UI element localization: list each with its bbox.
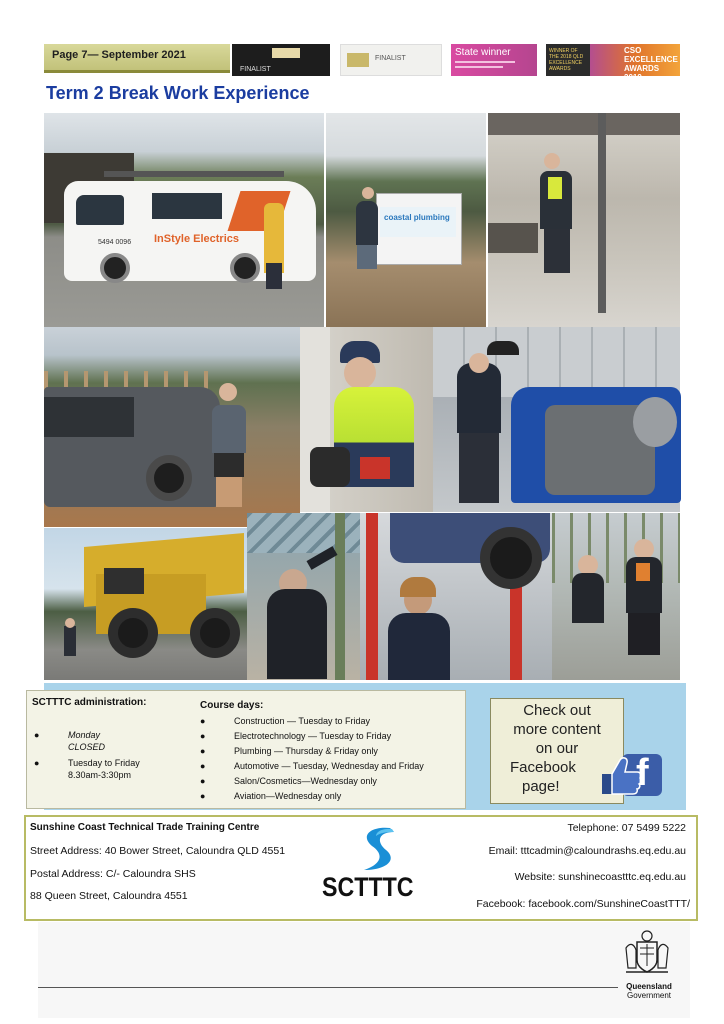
- facebook-callout-text: Check out more content on our Facebook page!: [510, 702, 601, 795]
- footer-divider: [38, 987, 618, 988]
- govt-line1: Queensland: [626, 982, 672, 991]
- photo-plumbing-van: coastal plumbing: [326, 113, 486, 327]
- bullet-icon: ●: [34, 730, 40, 740]
- courses-list: [200, 714, 462, 804]
- finalist-badge: FINALIST: [232, 44, 330, 76]
- bullet-icon: ●: [200, 776, 206, 786]
- photo-automotive-engine: [433, 327, 680, 512]
- org-name: Sunshine Coast Technical Trade Training Centre: [30, 822, 260, 833]
- photo-workshop-student: [488, 113, 680, 327]
- email-link[interactable]: Email: tttcadmin@caloundrashs.eq.edu.au: [488, 845, 686, 857]
- facebook-logo-letter: f: [636, 752, 649, 794]
- admin-heading: SCTTTC administration:: [32, 697, 147, 708]
- page-title: Term 2 Break Work Experience: [46, 83, 310, 103]
- admin-item-day: Tuesday to Friday: [68, 758, 140, 768]
- facebook-link[interactable]: Facebook: facebook.com/SunshineCoastTTT/: [476, 898, 690, 910]
- scttc-logo-icon: [352, 824, 408, 874]
- admin-list: [34, 729, 174, 781]
- state-winner-badge: State winner: [451, 44, 537, 76]
- course-item: Plumbing — Thursday & Friday only: [234, 746, 378, 756]
- queensland-crest-icon: [622, 928, 672, 980]
- street-address: Street Address: 40 Bower Street, Caloundra QLD 4551: [30, 845, 286, 857]
- bullet-icon: ●: [200, 716, 206, 726]
- photo-mining-truck: [44, 528, 247, 680]
- postal-address: Postal Address: C/- Caloundra SHS: [30, 868, 196, 880]
- bullet-icon: ●: [34, 758, 40, 768]
- phone: Telephone: 07 5499 5222: [567, 822, 686, 834]
- courses-heading: Course days:: [200, 700, 264, 711]
- winner-badge: WINNER OF THE 2018 QLD EXCELLENCE AWARDS: [546, 44, 590, 76]
- admin-item-detail: 8.30am-3:30pm: [68, 770, 132, 780]
- photo-welding-student: [300, 327, 433, 512]
- website-link[interactable]: Website: sunshinecoastttc.eq.edu.au: [514, 871, 686, 883]
- course-item: Construction — Tuesday to Friday: [234, 716, 371, 726]
- photo-construction-ute: [44, 327, 300, 527]
- photo-car-hoist-student: [360, 513, 552, 680]
- bullet-icon: ●: [200, 731, 206, 741]
- bullet-icon: ●: [200, 746, 206, 756]
- cso-badge: CSO EXCELLENCE AWARDS 2019: [590, 44, 680, 76]
- photo-ladder-student: [247, 513, 360, 680]
- admin-item-detail: CLOSED: [68, 742, 106, 752]
- course-item: Aviation—Wednesday only: [234, 791, 342, 801]
- scttc-logo-text: SCTTTC: [322, 872, 414, 902]
- postal-address-line2: 88 Queen Street, Caloundra 4551: [30, 890, 188, 902]
- govt-name: [618, 982, 680, 1000]
- course-item: Electrotechnology — Tuesday to Friday: [234, 731, 392, 741]
- finalist-badge-2: FINALIST: [340, 44, 442, 76]
- admin-item-day: Monday: [68, 730, 101, 740]
- bullet-icon: ●: [200, 761, 206, 771]
- page-label: Page 7— September 2021: [52, 49, 186, 61]
- course-item: Automotive — Tuesday, Wednesday and Friday: [234, 761, 424, 771]
- photo-electrical-van: InStyle Electrics 5494 0096: [44, 113, 324, 327]
- photo-frame-students: [552, 513, 680, 680]
- bullet-icon: ●: [200, 791, 206, 801]
- facebook-like-icon[interactable]: [600, 752, 664, 798]
- course-item: Salon/Cosmetics—Wednesday only: [234, 776, 377, 786]
- bottom-panel: [38, 922, 690, 1018]
- govt-line2: Government: [626, 991, 672, 1000]
